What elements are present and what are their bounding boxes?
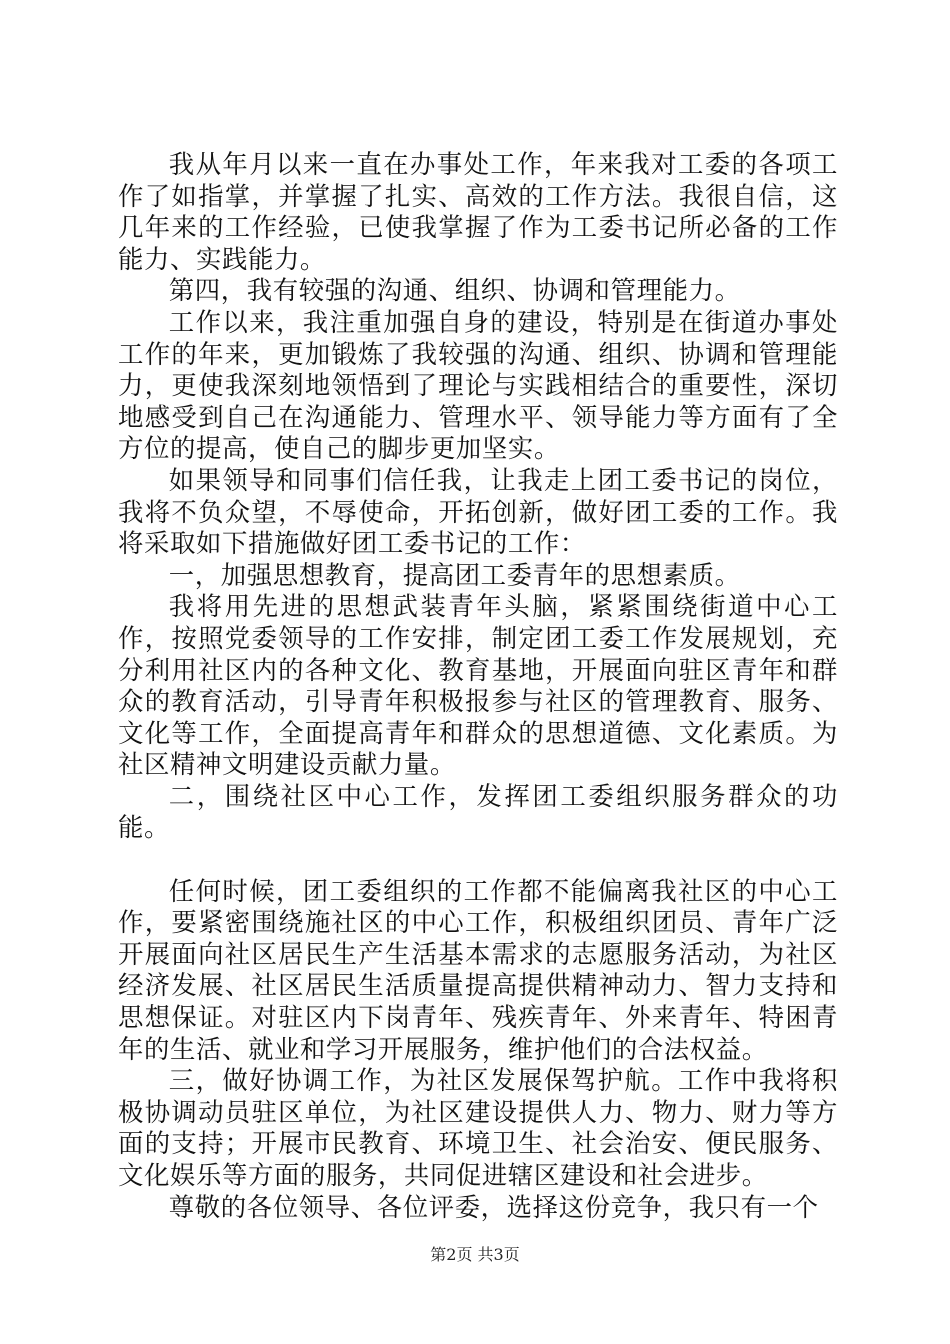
- paragraph: 我将用先进的思想武装青年头脑，紧紧围绕街道中心工作，按照党委领导的工作安排，制定团工委工作发展规划，充分利用社区内的各种文化、教育基地，开展面向驻区青年和群众的教育活动，引导青年积极报参与社区的管理教育、服务、文化等工作，全面提高青年和群众的思想道德、文化素质。为社区精神文明建设贡献力量。: [118, 591, 838, 780]
- paragraph: 我从年月以来一直在办事处工作，年来我对工委的各项工作了如指掌，并掌握了扎实、高效的工作方法。我很自信，这几年来的工作经验，已使我掌握了作为工委书记所必备的工作能力、实践能力。: [118, 149, 838, 274]
- page-footer: [0, 1242, 950, 1265]
- document-body: [118, 149, 838, 1223]
- paragraph: 任何时候，团工委组织的工作都不能偏离我社区的中心工作，要紧密围绕施社区的中心工作，积极组织团员、青年广泛开展面向社区居民生产生活基本需求的志愿服务活动，为社区经济发展、社区居民生活质量提高提供精神动力、智力支持和思想保证。对驻区内下岗青年、残疾青年、外来青年、特困青年的生活、就业和学习开展服务，维护他们的合法权益。: [118, 875, 838, 1064]
- paragraph: 一，加强思想教育，提高团工委青年的思想素质。: [168, 559, 741, 590]
- paragraph: 尊敬的各位领导、各位评委，选择这份竞争，我只有一个: [168, 1191, 819, 1222]
- paragraph: 二，围绕社区中心工作，发挥团工委组织服务群众的功能。: [118, 780, 838, 843]
- paragraph: 工作以来，我注重加强自身的建设，特别是在街道办事处工作的年来，更加锻炼了我较强的沟通、组织、协调和管理能力，更使我深刻地领悟到了理论与实践相结合的重要性，深切地感受到自己在沟通能力、管理水平、领导能力等方面有了全方位的提高，使自己的脚步更加坚实。: [118, 306, 838, 464]
- paragraph: 第四，我有较强的沟通、组织、协调和管理能力。: [168, 275, 741, 306]
- paragraph: 三，做好协调工作，为社区发展保驾护航。工作中我将积极协调动员驻区单位，为社区建设提供人力、物力、财力等方面的支持；开展市民教育、环境卫生、社会治安、便民服务、文化娱乐等方面的服务，共同促进辖区建设和社会进步。: [118, 1065, 838, 1190]
- paragraph: 如果领导和同事们信任我，让我走上团工委书记的岗位，我将不负众望，不辱使命，开拓创新，做好团工委的工作。我将采取如下措施做好团工委书记的工作：: [118, 464, 838, 559]
- page-number: 第2页 共3页: [430, 1245, 520, 1264]
